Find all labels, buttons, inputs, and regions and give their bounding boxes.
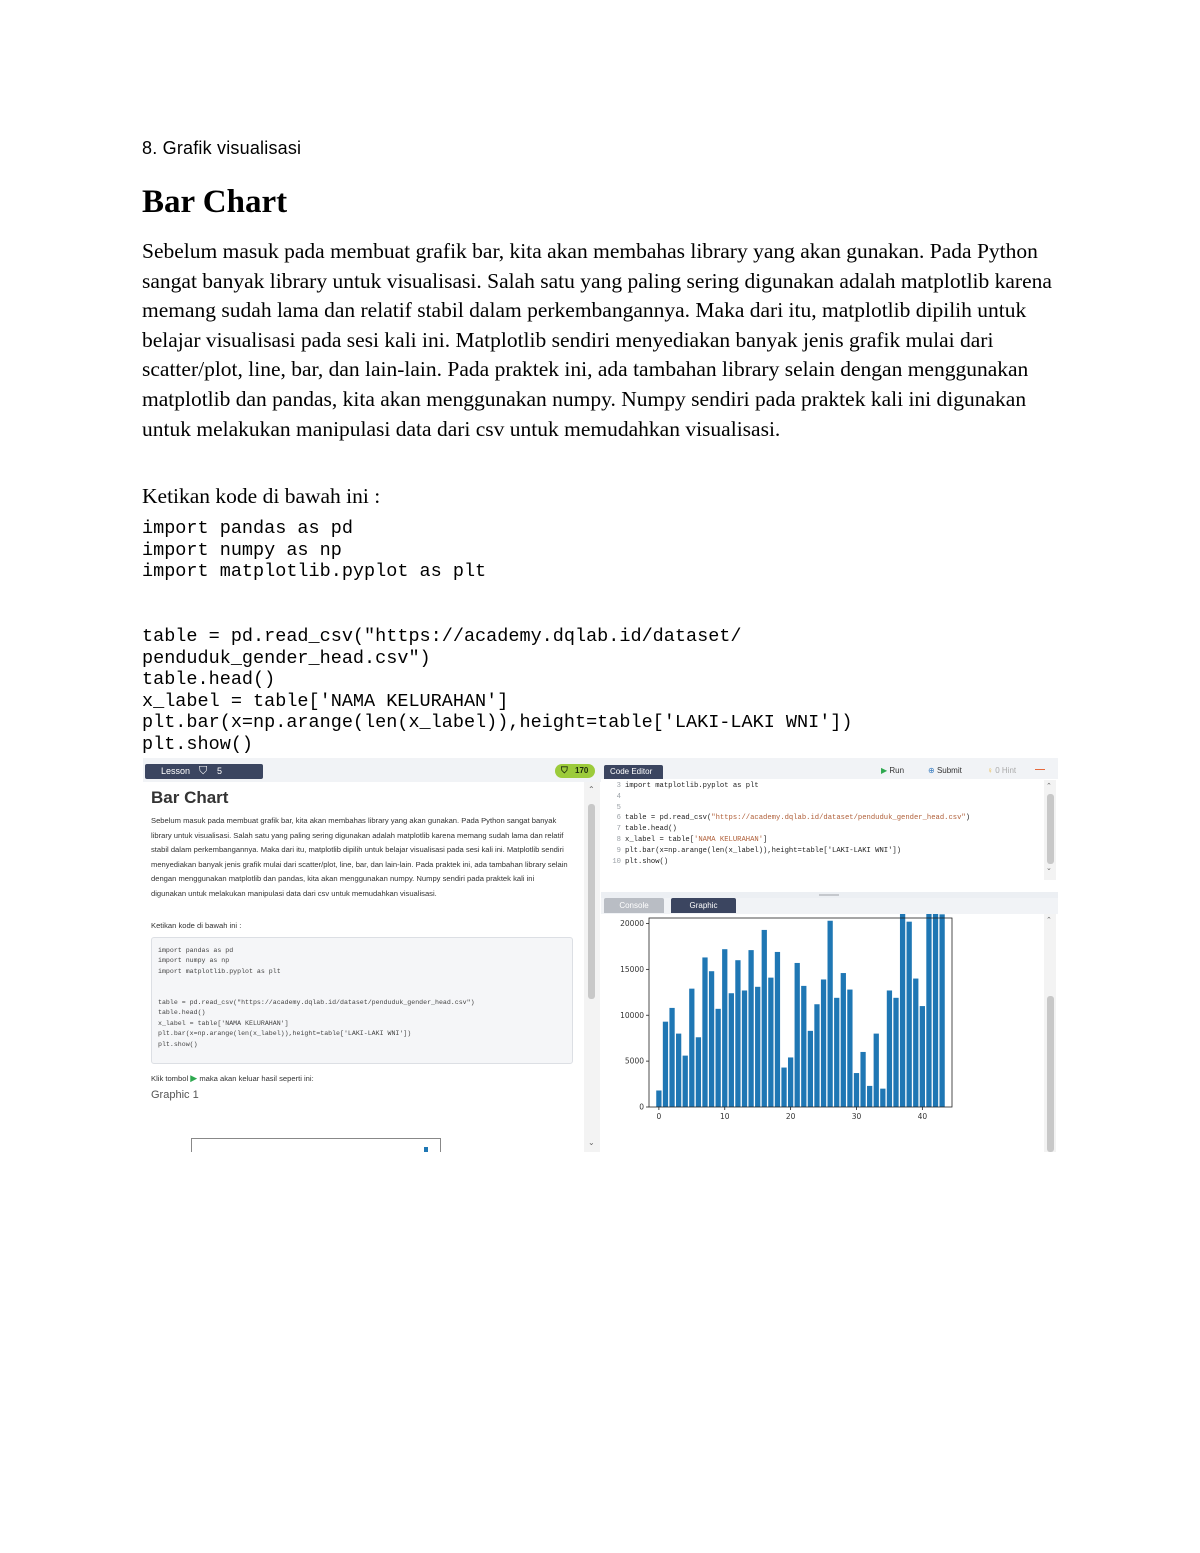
tab-console[interactable]	[604, 898, 664, 913]
scroll-thumb[interactable]	[1047, 996, 1054, 1152]
bar	[926, 914, 931, 1107]
lesson-paragraph: Sebelum masuk pada membuat grafik bar, kita akan membahas library yang akan gunakan. Pada Python sangat banyak library untuk visualisasi. Salah satu yang paling sering digunakan adalah matplotlib karena memang sudah lama dan relatif stabil dalam perkembangannya. Maka dari itu, matplotlib dipilih untuk belajar visualisasi pada sesi kali ini. Matplotlib sendiri menyediakan banyak jenis grafik mulai dari scatter/plot, line, bar, dan lain-lain. Pada praktek ini, ada tambahan library selain dengan menggunakan matplotlib dan pandas, kita akan menggunakan numpy. Numpy sendiri pada praktek kali ini digunakan untuk melakukan manipulasi data dari csv untuk memudahkan visualisasi.	[151, 816, 568, 898]
bar	[735, 960, 740, 1107]
editor-tab-label: Code Editor	[610, 767, 653, 776]
bar	[920, 1006, 925, 1107]
graphic-label: Graphic 1	[151, 1089, 199, 1101]
bar	[939, 914, 944, 1107]
code-line[interactable]	[605, 813, 970, 824]
page-title: Bar Chart	[142, 184, 288, 220]
section-heading: 8. Grafik visualisasi	[142, 138, 302, 158]
line-number: 4	[616, 792, 621, 801]
lesson-pane	[143, 758, 603, 1152]
code-text: plt.bar(x=np.arange(len(x_label)),height=table['LAKI-LAKI WNI'])	[625, 846, 902, 855]
code-text: ]	[763, 835, 768, 844]
upload-icon: ⊕	[928, 766, 935, 775]
submit-label: Submit	[936, 766, 962, 775]
xp-badge	[555, 764, 595, 778]
code-editor-pane	[601, 758, 1058, 892]
lightbulb-icon: ♀	[987, 766, 993, 775]
bar	[669, 1008, 674, 1107]
lesson-tab[interactable]	[145, 764, 263, 779]
y-tick-label: 15000	[620, 964, 644, 974]
graphic-tab-label: Graphic	[689, 901, 718, 910]
hint-label: 0 Hint	[995, 766, 1017, 775]
output-pane	[601, 898, 1058, 1152]
code-line[interactable]	[605, 803, 970, 814]
lesson-code-box	[151, 937, 573, 1064]
code-line[interactable]	[605, 857, 970, 868]
instruction-text: Ketikan kode di bawah ini :	[142, 484, 381, 508]
bar	[709, 971, 714, 1107]
lesson-scrollbar[interactable]	[584, 782, 600, 1152]
bar	[867, 1086, 872, 1107]
line-number: 7	[616, 825, 621, 834]
code-line[interactable]	[605, 835, 970, 846]
code-area[interactable]	[605, 781, 970, 867]
bar	[689, 989, 694, 1107]
code-text: )	[965, 814, 971, 823]
line-number: 3	[616, 782, 621, 790]
code-block: import pandas as pd import numpy as np import matplotlib.pyplot as plt table = pd.read_csv("https://academy.dqlab.id/dataset/ penduduk_gender_head.csv") table.head() x_label = table['NAMA KELURAHAN'] plt.bar(x=np.arange(len(x_label)),height=table['LAKI-LAKI WNI']) plt.show()	[142, 518, 853, 755]
bar	[696, 1037, 701, 1107]
bar	[683, 1056, 688, 1107]
bar	[900, 914, 905, 1107]
code-text: import matplotlib.pyplot as plt	[625, 782, 759, 790]
bar	[755, 987, 760, 1107]
bar	[847, 990, 852, 1107]
code-text: table = pd.read_csv(	[625, 814, 712, 823]
console-tab-label: Console	[619, 901, 649, 910]
code-line[interactable]	[605, 781, 970, 792]
submit-button[interactable]	[928, 766, 962, 775]
bar	[887, 990, 892, 1107]
output-tabs	[601, 898, 1058, 914]
scroll-thumb[interactable]	[1047, 794, 1054, 864]
xp-value: 170	[575, 766, 589, 775]
chevron-down-icon[interactable]: ⌄	[588, 1138, 595, 1147]
click-text-after: maka akan keluar hasil seperti ini:	[199, 1074, 314, 1083]
y-tick-label: 20000	[620, 919, 644, 929]
string-literal: "https://academy.dqlab.id/dataset/penduduk_gender_head.csv"	[711, 814, 966, 823]
bar	[933, 914, 938, 1107]
x-tick-label: 10	[719, 1112, 730, 1121]
bar	[742, 990, 747, 1107]
y-tick-label: 10000	[620, 1010, 644, 1020]
bar	[795, 963, 800, 1107]
bar	[821, 979, 826, 1107]
tab-graphic[interactable]	[671, 898, 736, 913]
lesson-tab-label: Lesson	[161, 766, 191, 776]
click-text-before: Klik tombol	[151, 1074, 189, 1083]
string-literal: 'NAMA KELURAHAN'	[694, 835, 764, 844]
line-number: 10	[612, 857, 621, 866]
embedded-screenshot	[143, 758, 1058, 1152]
lesson-topbar	[143, 758, 603, 782]
lesson-count: 5	[217, 766, 223, 776]
bar	[874, 1034, 879, 1107]
chevron-up-icon[interactable]: ⌃	[588, 785, 595, 794]
bar	[762, 930, 767, 1107]
scroll-thumb[interactable]	[588, 804, 595, 999]
bar	[841, 973, 846, 1107]
bar	[768, 978, 773, 1107]
code-text: x_label = table[	[625, 835, 695, 844]
graphic-preview	[191, 1138, 441, 1152]
editor-toolbar	[601, 758, 1058, 779]
bar	[801, 986, 806, 1107]
bar-chart	[601, 914, 1041, 1152]
chevron-down-icon[interactable]: ⌄	[1046, 865, 1052, 872]
run-button[interactable]	[881, 766, 904, 775]
bar	[656, 1090, 661, 1107]
play-icon: ▶	[881, 766, 888, 775]
x-tick-label: 0	[656, 1112, 662, 1121]
line-number: 9	[616, 846, 621, 855]
run-label: Run	[889, 766, 905, 775]
bar	[814, 1004, 819, 1107]
play-icon: ▶	[190, 1073, 198, 1083]
code-line[interactable]	[605, 824, 970, 835]
bar	[860, 1052, 865, 1107]
bar	[893, 998, 898, 1107]
editor-scrollbar[interactable]	[1044, 780, 1056, 880]
bar	[781, 1068, 786, 1107]
bar	[880, 1089, 885, 1107]
y-tick-label: 5000	[624, 1056, 644, 1066]
minimize-icon[interactable]: —	[1035, 764, 1045, 775]
intro-paragraph: Sebelum masuk pada membuat grafik bar, kita akan membahas library yang akan gunakan. Pada Python sangat banyak library untuk visualisasi. Salah satu yang paling sering digunakan adalah matplotlib karena memang sudah lama dan relatif stabil dalam perkembangannya. Maka dari itu, matplotlib dipilih untuk belajar visualisasi pada sesi kali ini. Matplotlib sendiri menyediakan banyak jenis grafik mulai dari scatter/plot, line, bar, dan lain-lain. Pada praktek ini, ada tambahan library selain dengan menggunakan matplotlib dan pandas, kita akan menggunakan numpy. Numpy sendiri pada praktek kali ini digunakan untuk melakukan manipulasi data dari csv untuk memudahkan visualisasi.	[142, 239, 1052, 441]
bar	[907, 922, 912, 1107]
line-number: 6	[616, 814, 621, 823]
shield-icon: ⛉	[199, 765, 208, 777]
bar	[788, 1057, 793, 1107]
lesson-title: Bar Chart	[151, 788, 229, 807]
bar	[722, 949, 727, 1107]
bar	[775, 952, 780, 1107]
code-text: plt.show()	[625, 857, 669, 866]
bar	[834, 998, 839, 1107]
x-tick-label: 20	[785, 1112, 796, 1121]
lesson-code: import pandas as pd import numpy as np import matplotlib.pyplot as plt table = pd.read_csv("https://academy.dqlab.id/dataset/penduduk_gender_head.csv") table.head() x_label = table['NAMA KELURAHAN'] plt.bar(x=np.arange(len(x_label)),height=table['LAKI-LAKI WNI']) plt.show()	[158, 947, 475, 1048]
bar	[663, 1022, 668, 1107]
bar	[748, 950, 753, 1107]
bar	[808, 1031, 813, 1107]
shield-icon: ⛉	[561, 765, 568, 775]
code-text: table.head()	[625, 825, 677, 834]
chevron-up-icon[interactable]: ⌃	[1046, 783, 1052, 790]
line-number: 5	[616, 803, 621, 812]
lesson-instruction: Ketikan kode di bawah ini :	[151, 921, 242, 930]
x-tick-label: 30	[851, 1112, 862, 1121]
bar	[676, 1034, 681, 1107]
code-line[interactable]	[605, 846, 970, 857]
y-tick-label: 0	[639, 1102, 644, 1112]
bar	[716, 1009, 721, 1107]
hint-button[interactable]	[987, 766, 1016, 775]
x-tick-label: 40	[917, 1112, 928, 1121]
chevron-up-icon[interactable]: ⌃	[1046, 917, 1052, 924]
bar	[729, 993, 734, 1107]
tab-code-editor[interactable]	[604, 765, 663, 779]
line-number: 8	[616, 835, 621, 844]
bar	[913, 979, 918, 1107]
code-line[interactable]	[605, 792, 970, 803]
output-scrollbar[interactable]	[1044, 914, 1056, 1152]
bar	[828, 921, 833, 1107]
bar	[702, 957, 707, 1107]
lesson-click-text	[151, 1073, 314, 1084]
bar	[854, 1073, 859, 1107]
